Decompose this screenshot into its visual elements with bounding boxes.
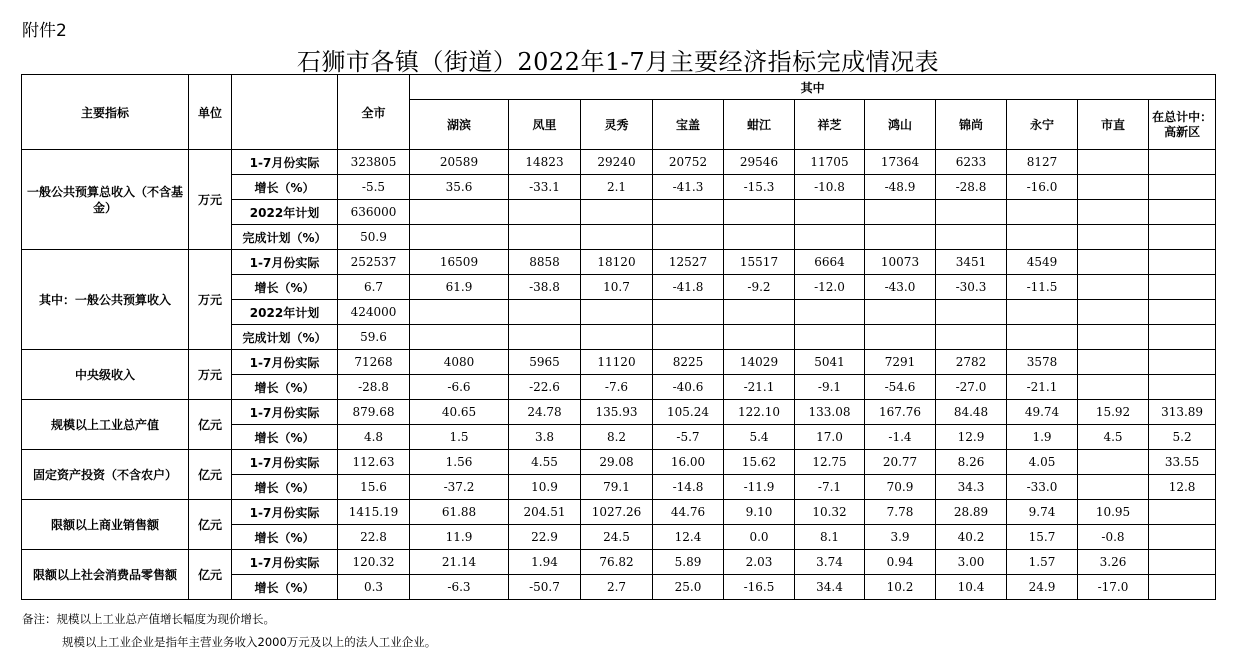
table-cell [581,225,653,250]
table-cell [1078,350,1149,375]
table-cell: 29546 [724,150,795,175]
table-cell: 21.14 [410,550,509,575]
table-cell: 10.95 [1078,500,1149,525]
table-cell: 84.48 [936,400,1007,425]
table-cell: -54.6 [865,375,936,400]
table-cell [653,300,724,325]
table-cell: 10073 [865,250,936,275]
row-label: 1-7月份实际 [232,550,338,575]
table-cell: -12.0 [795,275,865,300]
table-cell: 34.3 [936,475,1007,500]
row-label: 1-7月份实际 [232,350,338,375]
page-title: 石狮市各镇（街道）2022年1-7月主要经济指标完成情况表 [296,48,940,76]
header-town: 宝盖 [653,100,724,150]
table-cell [1078,200,1149,225]
table-cell: 2.7 [581,575,653,600]
table-cell [1078,325,1149,350]
table-cell: 8127 [1007,150,1078,175]
table-cell [936,300,1007,325]
table-cell [509,225,581,250]
table-cell: -28.8 [338,375,410,400]
table-cell: 0.0 [724,525,795,550]
table-cell [581,300,653,325]
table-cell: 4080 [410,350,509,375]
table-cell: -16.0 [1007,175,1078,200]
table-cell: 20752 [653,150,724,175]
table-cell: 5.2 [1149,425,1216,450]
table-cell: 8.1 [795,525,865,550]
header-city: 全市 [338,75,410,150]
table-cell: 24.9 [1007,575,1078,600]
table-cell: -33.1 [509,175,581,200]
header-town: 灵秀 [581,100,653,150]
table-cell: 3.74 [795,550,865,575]
row-label: 1-7月份实际 [232,400,338,425]
table-cell: 17364 [865,150,936,175]
table-cell: -37.2 [410,475,509,500]
table-cell: 12.8 [1149,475,1216,500]
table-cell: -21.1 [724,375,795,400]
table-cell [509,200,581,225]
table-cell [1078,225,1149,250]
row-label: 完成计划（%） [232,225,338,250]
table-cell: 6233 [936,150,1007,175]
table-cell: 24.78 [509,400,581,425]
table-cell: -16.5 [724,575,795,600]
table-cell: 8858 [509,250,581,275]
table-cell: 15.92 [1078,400,1149,425]
indicator-unit: 万元 [189,150,232,250]
table-cell: 636000 [338,200,410,225]
table-cell: -7.6 [581,375,653,400]
table-cell: -15.3 [724,175,795,200]
table-cell: 3578 [1007,350,1078,375]
row-label: 2022年计划 [232,200,338,225]
table-cell: 49.74 [1007,400,1078,425]
table-cell: -5.7 [653,425,724,450]
table-cell: 8.2 [581,425,653,450]
table-cell [581,200,653,225]
table-cell: -11.5 [1007,275,1078,300]
table-row [22,350,1216,375]
table-cell: 0.3 [338,575,410,600]
table-cell: 5041 [795,350,865,375]
table-cell [1007,325,1078,350]
table-cell: -41.8 [653,275,724,300]
table-cell: 28.89 [936,500,1007,525]
table-cell: 14823 [509,150,581,175]
table-cell: 1415.19 [338,500,410,525]
table-cell: 105.24 [653,400,724,425]
table-cell [1149,225,1216,250]
table-cell: 8.26 [936,450,1007,475]
table-cell: -11.9 [724,475,795,500]
table-cell: 1.57 [1007,550,1078,575]
table-cell [653,325,724,350]
table-cell: 2.1 [581,175,653,200]
table-cell: -22.6 [509,375,581,400]
table-cell: -50.7 [509,575,581,600]
table-cell [1149,350,1216,375]
table-cell: 12.4 [653,525,724,550]
table-cell: 122.10 [724,400,795,425]
table-cell: -41.3 [653,175,724,200]
row-label: 增长（%） [232,175,338,200]
table-cell [1078,375,1149,400]
table-cell: 10.2 [865,575,936,600]
table-cell: -0.8 [1078,525,1149,550]
table-cell [795,325,865,350]
table-row [22,250,1216,275]
table-cell: 79.1 [581,475,653,500]
header-town: 市直 [1078,100,1149,150]
table-cell: 11.9 [410,525,509,550]
table-cell [509,325,581,350]
table-cell: 879.68 [338,400,410,425]
table-cell: -33.0 [1007,475,1078,500]
note-1: 备注：规模以上工业总产值增长幅度为现价增长。 [22,612,275,626]
table-cell: 5965 [509,350,581,375]
table-cell: -40.6 [653,375,724,400]
table-cell: 34.4 [795,575,865,600]
table-cell: 33.55 [1149,450,1216,475]
table-cell [653,200,724,225]
table-cell [410,200,509,225]
table-cell: 1.56 [410,450,509,475]
row-label: 增长（%） [232,475,338,500]
table-cell [865,300,936,325]
table-cell: -28.8 [936,175,1007,200]
table-row [22,450,1216,475]
table-cell: 59.6 [338,325,410,350]
table-cell: -6.3 [410,575,509,600]
header-row [22,75,1216,100]
indicator-name: 其中：一般公共预算收入 [22,250,189,350]
table-cell: 15.62 [724,450,795,475]
table-cell [1149,375,1216,400]
table-cell: 4.05 [1007,450,1078,475]
table-cell [795,200,865,225]
table-cell: 1027.26 [581,500,653,525]
table-cell: 70.9 [865,475,936,500]
table-cell: 133.08 [795,400,865,425]
table-cell [410,300,509,325]
table-cell: 5.4 [724,425,795,450]
table-cell: 323805 [338,150,410,175]
table-cell: 15.6 [338,475,410,500]
table-cell [795,225,865,250]
table-cell [1149,175,1216,200]
table-cell: 10.9 [509,475,581,500]
table-cell: 22.8 [338,525,410,550]
indicator-name: 限额以上社会消费品零售额 [22,550,189,600]
table-cell: 1.5 [410,425,509,450]
header-hightech: 在总计中：高新区 [1149,100,1216,150]
table-cell: -7.1 [795,475,865,500]
indicator-name: 固定资产投资（不含农户） [22,450,189,500]
row-label: 完成计划（%） [232,325,338,350]
table-cell: 3.00 [936,550,1007,575]
table-cell [410,225,509,250]
row-label: 增长（%） [232,275,338,300]
indicator-unit: 亿元 [189,550,232,600]
table-cell [865,325,936,350]
table-cell [1149,525,1216,550]
table-cell: 17.0 [795,425,865,450]
indicator-name: 规模以上工业总产值 [22,400,189,450]
table-cell: 424000 [338,300,410,325]
table-cell: 204.51 [509,500,581,525]
row-label: 1-7月份实际 [232,250,338,275]
table-cell [1078,275,1149,300]
table-cell: 7.78 [865,500,936,525]
table-cell: 15517 [724,250,795,275]
table-cell [1149,150,1216,175]
header-town: 鸿山 [865,100,936,150]
table-cell: -1.4 [865,425,936,450]
table-cell: 8225 [653,350,724,375]
table-cell: 10.4 [936,575,1007,600]
table-cell [865,225,936,250]
table-cell [1149,500,1216,525]
row-label: 1-7月份实际 [232,150,338,175]
table-cell [936,200,1007,225]
table-cell [1078,175,1149,200]
table-cell: 6664 [795,250,865,275]
table-cell: -21.1 [1007,375,1078,400]
table-cell: 1.94 [509,550,581,575]
table-cell [1149,200,1216,225]
table-cell: 25.0 [653,575,724,600]
table-row [22,550,1216,575]
table-cell: 12.9 [936,425,1007,450]
indicator-name: 中央级收入 [22,350,189,400]
table-cell: -6.6 [410,375,509,400]
table-row [22,500,1216,525]
table-cell: 3451 [936,250,1007,275]
table-cell: -10.8 [795,175,865,200]
table-cell: 9.10 [724,500,795,525]
table-cell: 15.7 [1007,525,1078,550]
table-cell [936,225,1007,250]
table-cell: 11120 [581,350,653,375]
table-cell: -30.3 [936,275,1007,300]
table-cell: 11705 [795,150,865,175]
table-cell: 20589 [410,150,509,175]
table-cell [410,325,509,350]
table-cell: 3.8 [509,425,581,450]
table-cell [1149,550,1216,575]
table-cell: 4549 [1007,250,1078,275]
header-town: 凤里 [509,100,581,150]
indicator-unit: 亿元 [189,500,232,550]
table-cell: -9.1 [795,375,865,400]
table-cell [936,325,1007,350]
table-cell: 6.7 [338,275,410,300]
table-cell [1149,275,1216,300]
table-cell [1149,325,1216,350]
row-label: 1-7月份实际 [232,500,338,525]
table-cell: 120.32 [338,550,410,575]
row-label: 增长（%） [232,575,338,600]
table-cell: 9.74 [1007,500,1078,525]
table-cell: 14029 [724,350,795,375]
table-cell: 29.08 [581,450,653,475]
table-cell: 3.9 [865,525,936,550]
table-cell: 3.26 [1078,550,1149,575]
table-cell [1078,475,1149,500]
attachment-label: 附件2 [22,21,67,41]
table-cell: 2.03 [724,550,795,575]
table-cell: 61.88 [410,500,509,525]
indicator-unit: 亿元 [189,400,232,450]
table-cell: 40.65 [410,400,509,425]
table-cell: 112.63 [338,450,410,475]
table-cell [1078,450,1149,475]
table-cell: 29240 [581,150,653,175]
table-cell: 167.76 [865,400,936,425]
table-cell: -17.0 [1078,575,1149,600]
table-cell: 135.93 [581,400,653,425]
table-cell [1007,225,1078,250]
table-cell [724,200,795,225]
table-cell: 4.8 [338,425,410,450]
table-cell [509,300,581,325]
table-cell: 50.9 [338,225,410,250]
indicator-table [21,74,1216,600]
table-cell: -14.8 [653,475,724,500]
header-town: 蚶江 [724,100,795,150]
table-cell [865,200,936,225]
table-cell: 22.9 [509,525,581,550]
table-cell [795,300,865,325]
table-cell: 16.00 [653,450,724,475]
table-cell: 313.89 [1149,400,1216,425]
table-cell: 24.5 [581,525,653,550]
table-cell: 16509 [410,250,509,275]
header-indicator: 主要指标 [22,75,189,150]
table-row [22,400,1216,425]
table-cell: -38.8 [509,275,581,300]
table-cell: 4.5 [1078,425,1149,450]
indicator-unit: 万元 [189,250,232,350]
note-2: 规模以上工业企业是指年主营业务收入2000万元及以上的法人工业企业。 [62,635,437,649]
table-cell: 4.55 [509,450,581,475]
table-cell [1149,575,1216,600]
table-cell: 12.75 [795,450,865,475]
table-cell [1078,250,1149,275]
table-cell: 252537 [338,250,410,275]
table-cell: 76.82 [581,550,653,575]
table-cell: -5.5 [338,175,410,200]
row-label: 增长（%） [232,525,338,550]
table-cell: 10.7 [581,275,653,300]
table-row [22,150,1216,175]
row-label: 2022年计划 [232,300,338,325]
table-cell: 7291 [865,350,936,375]
indicator-name: 限额以上商业销售额 [22,500,189,550]
table-cell: 2782 [936,350,1007,375]
table-cell: 5.89 [653,550,724,575]
table-cell [724,325,795,350]
table-cell: -9.2 [724,275,795,300]
table-cell: -27.0 [936,375,1007,400]
table-cell: 44.76 [653,500,724,525]
header-town: 锦尚 [936,100,1007,150]
row-label: 1-7月份实际 [232,450,338,475]
table-cell: 1.9 [1007,425,1078,450]
table-cell [1078,150,1149,175]
indicator-unit: 万元 [189,350,232,400]
table-cell: 20.77 [865,450,936,475]
table-cell [1149,250,1216,275]
header-town: 永宁 [1007,100,1078,150]
row-label: 增长（%） [232,425,338,450]
indicator-name: 一般公共预算总收入（不含基金） [22,150,189,250]
header-blank [232,75,338,150]
table-cell: -48.9 [865,175,936,200]
table-cell: 35.6 [410,175,509,200]
header-town: 祥芝 [795,100,865,150]
table-cell: 71268 [338,350,410,375]
indicator-unit: 亿元 [189,450,232,500]
table-cell [653,225,724,250]
table-cell: 12527 [653,250,724,275]
header-group: 其中 [410,75,1216,100]
header-unit: 单位 [189,75,232,150]
table-cell [581,325,653,350]
table-cell [1007,300,1078,325]
table-cell [1078,300,1149,325]
table-cell: 0.94 [865,550,936,575]
table-cell: 40.2 [936,525,1007,550]
table-cell [724,300,795,325]
table-cell [724,225,795,250]
table-cell: 18120 [581,250,653,275]
table-cell: 61.9 [410,275,509,300]
table-cell [1149,300,1216,325]
table-cell: -43.0 [865,275,936,300]
table-cell [1007,200,1078,225]
row-label: 增长（%） [232,375,338,400]
table-cell: 10.32 [795,500,865,525]
header-town: 湖滨 [410,100,509,150]
